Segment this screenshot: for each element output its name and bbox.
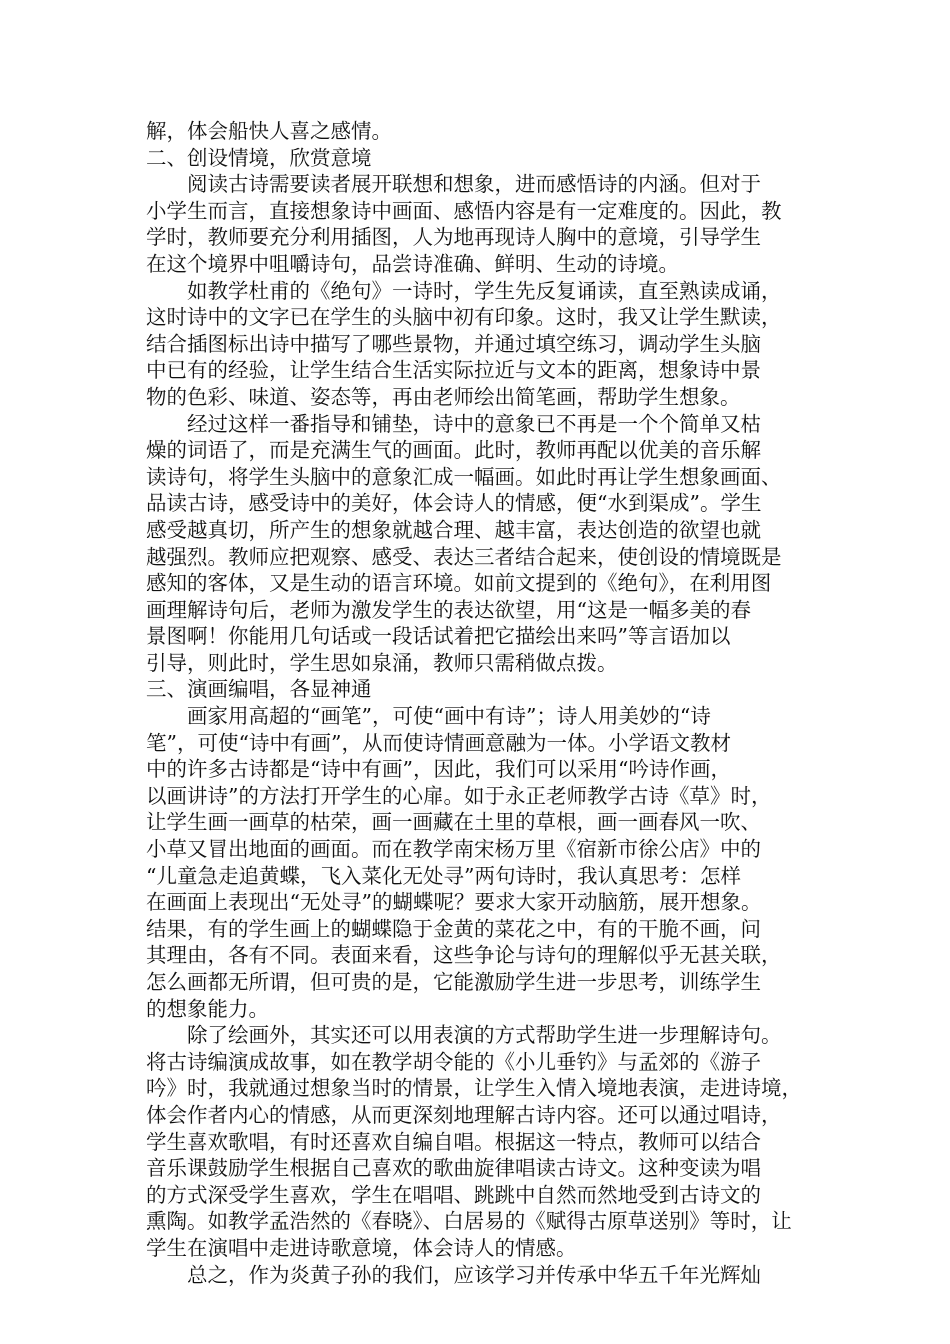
text-line: 的想象能力。 xyxy=(146,996,269,1021)
paragraph-first-line: 画家用高超的“画笔”，可使“画中有诗”；诗人用美妙的“诗 xyxy=(187,704,711,729)
text-line: 这时诗中的文字已在学生的头脑中初有印象。这时，我又让学生默读， xyxy=(146,305,782,330)
text-line: 引导，则此时，学生思如泉涌，教师只需稍做点拨。 xyxy=(146,650,618,675)
paragraph-first-line: 如教学杜甫的《绝句》一诗时，学生先反复诵读，直至熟读成诵， xyxy=(187,278,782,303)
text-line: 品读古诗，感受诗中的美好，体会诗人的情感，便“水到渠成”。学生 xyxy=(146,491,762,516)
paragraph-first-line: 总之，作为炎黄子孙的我们，应该学习并传承中华五千年光辉灿 xyxy=(187,1262,761,1287)
paragraph-first-line: 阅读古诗需要读者展开联想和想象，进而感悟诗的内涵。但对于 xyxy=(187,172,761,197)
text-line: 学生在演唱中走进诗歌意境，体会诗人的情感。 xyxy=(146,1235,577,1260)
text-line: 中已有的经验，让学生结合生活实际拉近与文本的距离，想象诗中景 xyxy=(146,358,761,383)
text-line: 在这个境界中咀嚼诗句，品尝诗准确、鲜明、生动的诗境。 xyxy=(146,251,679,276)
text-line: 的方式深受学生喜欢，学生在唱唱、跳跳中自然而然地受到古诗文的 xyxy=(146,1182,761,1207)
text-line: 小草又冒出地面的画面。而在教学南宋杨万里《宿新市徐公店》中的 xyxy=(146,837,761,862)
text-line: 中的许多古诗都是“诗中有画”，因此，我们可以采用“吟诗作画， xyxy=(146,757,731,782)
text-line: 感知的客体，又是生动的语言环境。如前文提到的《绝句》，在利用图 xyxy=(146,571,772,596)
text-line: 在画面上表现出“无处寻”的蝴蝶呢？要求大家开动脑筋，展开想象。 xyxy=(146,890,762,915)
section-heading: 二、创设情境，欣赏意境 xyxy=(146,145,372,170)
text-line: 燥的词语了，而是充满生气的画面。此时，教师再配以优美的音乐解 xyxy=(146,438,761,463)
text-line: 画理解诗句后，老师为激发学生的表达欲望，用“这是一幅多美的春 xyxy=(146,597,751,622)
text-line: 其理由，各有不同。表面来看，这些争论与诗句的理解似乎无甚关联， xyxy=(146,943,782,968)
text-line: 结合插图标出诗中描写了哪些景物，并通过填空练习，调动学生头脑 xyxy=(146,331,761,356)
text-line: 笔”，可使“诗中有画”，从而使诗情画意融为一体。小学语文教材 xyxy=(146,730,731,755)
text-line: 感受越真切，所产生的想象就越合理、越丰富，表达创造的欲望也就 xyxy=(146,517,761,542)
text-line: 熏陶。如教学孟浩然的《春晓》、白居易的《赋得古原草送别》等时，让 xyxy=(146,1209,792,1234)
text-line: 学时，教师要充分利用插图，人为地再现诗人胸中的意境，引导学生 xyxy=(146,225,761,250)
text-line: 学生喜欢歌唱，有时还喜欢自编自唱。根据这一特点，教师可以结合 xyxy=(146,1129,761,1154)
text-line: 将古诗编演成故事，如在教学胡令能的《小儿垂钓》与孟郊的《游子 xyxy=(146,1049,761,1074)
document-page xyxy=(146,118,806,1288)
text-line: 让学生画一画草的枯荣，画一画藏在土里的草根，画一画春风一吹、 xyxy=(146,810,761,835)
text-line: 物的色彩、味道、姿态等，再由老师绘出简笔画，帮助学生想象。 xyxy=(146,384,741,409)
text-line: 吟》时，我就通过想象当时的情景，让学生入情入境地表演，走进诗境， xyxy=(146,1076,802,1101)
section-heading: 三、演画编唱，各显神通 xyxy=(146,677,372,702)
text-line: 怎么画都无所谓，但可贵的是，它能激励学生进一步思考，训练学生 xyxy=(146,970,761,994)
paragraph-first-line: 经过这样一番指导和铺垫，诗中的意象已不再是一个个简单又枯 xyxy=(187,411,761,436)
text-line: 小学生而言，直接想象诗中画面、感悟内容是有一定难度的。因此，教 xyxy=(146,198,782,223)
text-line: 音乐课鼓励学生根据自己喜欢的歌曲旋律唱读古诗文。这种变读为唱 xyxy=(146,1156,761,1181)
text-line: 景图啊！你能用几句话或一段话试着把它描绘出来吗”等言语加以 xyxy=(146,624,731,649)
text-line: 结果，有的学生画上的蝴蝶隐于金黄的菜花之中，有的干脆不画，问 xyxy=(146,916,761,941)
text-line: 体会作者内心的情感，从而更深刻地理解古诗内容。还可以通过唱诗， xyxy=(146,1102,782,1127)
paragraph-first-line: 除了绘画外，其实还可以用表演的方式帮助学生进一步理解诗句。 xyxy=(187,1023,782,1048)
text-line: 解，体会船快人喜之感情。 xyxy=(146,119,392,143)
text-line: “儿童急走追黄蝶，飞入菜化无处寻”两句诗时，我认真思考：怎样 xyxy=(146,863,741,888)
text-line: 读诗句，将学生头脑中的意象汇成一幅画。如此时再让学生想象画面、 xyxy=(146,464,782,489)
text-line: 越强烈。教师应把观察、感受、表达三者结合起来，使创设的情境既是 xyxy=(146,544,782,569)
text-line: 以画讲诗”的方法打开学生的心扉。如于永正老师教学古诗《草》时， xyxy=(146,783,772,808)
